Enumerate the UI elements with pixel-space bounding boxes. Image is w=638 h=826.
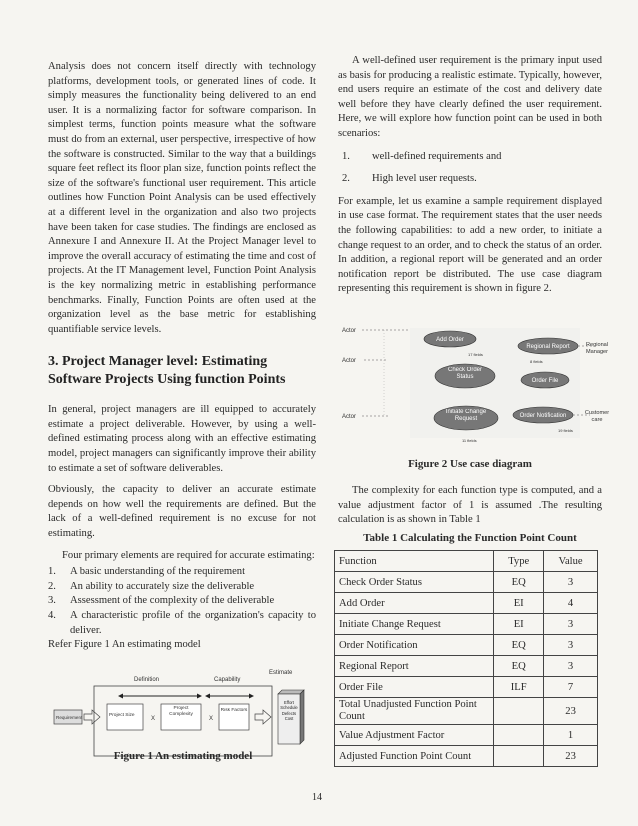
- table-cell-value: 7: [544, 677, 598, 698]
- table-cell-value: 3: [544, 614, 598, 635]
- table-cell-function: Add Order: [335, 593, 494, 614]
- table-cell-type: EI: [494, 614, 544, 635]
- svg-text:Add Order: Add Order: [436, 337, 464, 343]
- list-item: 2. An ability to accurately size the deliverable: [48, 580, 255, 592]
- table-header-cell: Function: [335, 551, 494, 572]
- paragraph-general: In general, project managers are ill equipped to accurately estimate a project deliverable. However, by using a well-defined estimating process along with an effective estimating model, project managers can significantly improve their ability to estimate a set of software deliverables.: [48, 404, 316, 474]
- times-symbol: X: [151, 716, 156, 722]
- capability-label: Capability: [214, 677, 241, 683]
- left-column: [48, 60, 316, 653]
- table-cell-function: Adjusted Function Point Count: [335, 746, 494, 767]
- requirement-label: Requirement: [56, 715, 83, 720]
- table-row: [335, 656, 598, 677]
- field-count: 19 fields: [558, 428, 573, 433]
- table-row: [335, 635, 598, 656]
- table-cell-type: [494, 725, 544, 746]
- arrow-icon: [84, 710, 100, 724]
- table-cell-function: Order Notification: [335, 635, 494, 656]
- paragraph-obviously: Obviously, the capacity to deliver an accurate estimate depends on how well the requirements are defined. But the lack of a well-defined requirement is no excuse for not estimating.: [48, 484, 316, 540]
- table-cell-value: 1: [544, 725, 598, 746]
- page-number: 14: [312, 792, 322, 803]
- table-1-title: Table 1 Calculating the Function Point Count: [363, 532, 577, 544]
- definition-label: Definition: [134, 677, 160, 683]
- section-heading: 3. Project Manager level: Estimating Software Projects Using function Points: [48, 354, 286, 388]
- output-label: Effort Schedule Defects Cost: [280, 700, 298, 722]
- table-cell-function: Initiate Change Request: [335, 614, 494, 635]
- table-cell-value: 23: [544, 698, 598, 725]
- right-column: [338, 54, 602, 297]
- svg-text:Order Notification: Order Notification: [519, 413, 567, 419]
- field-count: 11 fields: [462, 438, 477, 443]
- table-cell-value: 23: [544, 746, 598, 767]
- figure-2-caption: Figure 2 Use case diagram: [408, 458, 532, 470]
- table-cell-function: Value Adjustment Factor: [335, 725, 494, 746]
- svg-text:Regional Report: Regional Report: [526, 344, 570, 350]
- table-row: [335, 614, 598, 635]
- list-item: 1. well-defined requirements and: [342, 150, 502, 162]
- table-header-row: [335, 551, 598, 572]
- table-cell-type: [494, 746, 544, 767]
- times-symbol: X: [209, 716, 214, 722]
- table-cell-function: Order File: [335, 677, 494, 698]
- figure-2-svg: Actor Actor Actor Add Order Regional Report Check Order Status Order File Initiate Change Request Order Notification 17 fields 8 fields 11 fields 19 fields Regional Manager Customer care: [340, 322, 610, 448]
- list-item: 1. A basic understanding of the requirement: [48, 566, 246, 578]
- figure-1-caption: Figure 1 An estimating model: [113, 750, 253, 762]
- list-item: 3. Assessment of the complexity of the deliverable: [48, 595, 275, 607]
- table-header-cell: Value: [544, 551, 598, 572]
- customer-care-label: Customer care: [584, 410, 610, 423]
- elements-list: [48, 565, 316, 638]
- risk-factors-label: Risk Factors: [220, 708, 248, 713]
- table-cell-value: 3: [544, 572, 598, 593]
- project-size-label: Project Size: [109, 713, 135, 718]
- table-cell-type: EI: [494, 593, 544, 614]
- table-row: [335, 593, 598, 614]
- table-cell-type: EQ: [494, 635, 544, 656]
- table-row: [335, 572, 598, 593]
- table-cell-function: Total Unadjusted Function Point Count: [335, 698, 494, 725]
- table-cell-function: Regional Report: [335, 656, 494, 677]
- function-point-table: [334, 550, 598, 767]
- paragraph-user-requirement: A well-defined user requirement is the primary input used as basis for producing a realistic estimate. Typically, however, end users require an estimate of the cost and delivery date well before they have clearly defined the user requirement. Here, we will explore how function point can be used in both scenarios:: [338, 55, 602, 139]
- actor-label: Actor: [342, 414, 357, 420]
- paragraph-example: For example, let us examine a sample requirement displayed in use case format. The requirement states that the user needs the following capabilities: to add a new order, to initiate a change request to an order, and to check the status of an order. In addition, a regional report will be generated and an order notification report be distributed. The use case diagram representing this requirement is shown in figure 2.: [338, 195, 602, 295]
- table-cell-value: 3: [544, 635, 598, 656]
- table-cell-type: ILF: [494, 677, 544, 698]
- intro-paragraph: Analysis does not concern itself directly with technology platforms, development tools, or generated lines of code. It simply measures the functionality being delivered to an end user. It is a normalizing factor for software comparison. In simplest terms, function points measure what the software must do from an external, user perspective, irrespective of how the software is constructed. Similar to the way that a buildings square feet reflect its floor plan size, function points reflect the size of the software's functional user requirement. This article outlines how Function Point Analysis can be used effectively at a different level in the organization and also two projects have been taken for case studies. The findings are enclosed as Annexure I and Annexure II. At the Project Manager level to improve the overall accuracy of estimating the time and cost of projects. At the IT Management level, Function Point Analysis is the key normalizing metric in establishing performance benchmarks. Finally, Function Points are often used at the organization level as the base metric for establishing quantifiable service levels.: [48, 61, 316, 335]
- table-cell-type: [494, 698, 544, 725]
- svg-text:Order File: Order File: [531, 378, 559, 384]
- list-item: 2. High level user requests.: [342, 173, 477, 185]
- field-count: 8 fields: [530, 359, 543, 364]
- estimate-label: Estimate: [269, 670, 293, 676]
- table-header-cell: Type: [494, 551, 544, 572]
- table-row: [335, 698, 598, 725]
- project-complexity-label: Project Complexity: [169, 706, 193, 717]
- figure-2-use-case-diagram: [340, 322, 610, 448]
- table-cell-function: Check Order Status: [335, 572, 494, 593]
- scenarios-list: [338, 150, 602, 187]
- table-cell-value: 3: [544, 656, 598, 677]
- field-count: 17 fields: [468, 352, 483, 357]
- actor-label: Actor: [342, 358, 357, 364]
- refer-figure-text: Refer Figure 1 An estimating model: [48, 639, 201, 651]
- table-row: [335, 725, 598, 746]
- paragraph-complexity: The complexity for each function type is computed, and a value adjustment factor of 1 is assumed .The resulting calculation is as shown in Table 1: [338, 485, 602, 526]
- table-row: [335, 677, 598, 698]
- table-cell-value: 4: [544, 593, 598, 614]
- arrow-icon: [255, 710, 271, 724]
- table-row: [335, 746, 598, 767]
- regional-manager-label: Regional Manager: [585, 342, 609, 355]
- table-cell-type: EQ: [494, 572, 544, 593]
- list-item: 4. A characteristic profile of the organization's capacity to deliver.: [48, 610, 316, 636]
- table-cell-type: EQ: [494, 656, 544, 677]
- actor-label: Actor: [342, 328, 357, 334]
- paragraph-four-elements: Four primary elements are required for accurate estimating:: [62, 549, 315, 561]
